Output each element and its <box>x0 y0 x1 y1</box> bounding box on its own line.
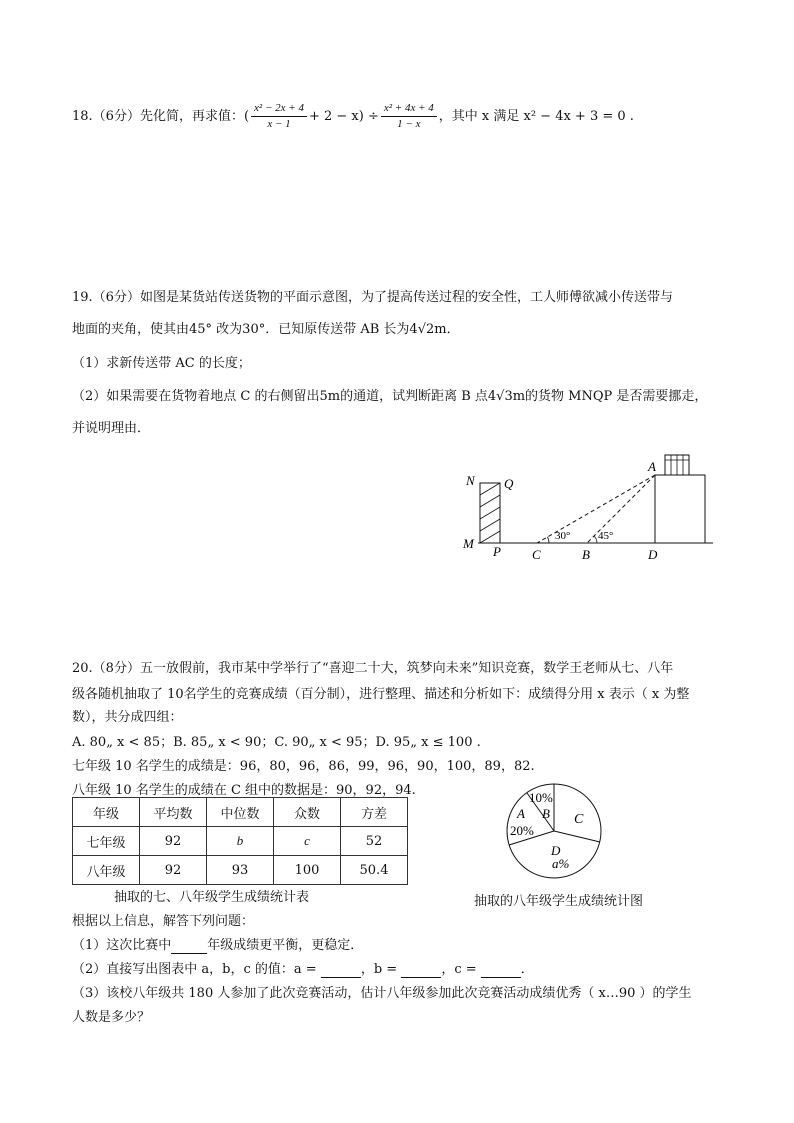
q20-part3b: 人数是多少？ <box>72 1010 151 1025</box>
label-p: P <box>493 544 501 559</box>
label-n: N <box>466 473 475 488</box>
top-cargo-hatching <box>665 455 689 475</box>
label-m: M <box>463 536 474 551</box>
table-row <box>73 856 408 885</box>
pie-label-b: B <box>542 806 550 821</box>
q18-middle: + 2 − x) ÷ <box>308 109 379 124</box>
pie-label-b-pct: 10% <box>529 790 553 805</box>
table-cell: 52 <box>341 827 408 856</box>
q20-grade8-scores: 八年级 10 名学生的成绩在 C 组中的数据是：90，92，94. <box>72 783 416 798</box>
table-cell: 93 <box>207 856 274 885</box>
label-b: B <box>582 547 590 562</box>
q18-line <box>72 101 634 132</box>
table-cell: 七年级 <box>73 827 140 856</box>
answer-blank-c[interactable] <box>481 962 521 978</box>
q20-part2-d: ． <box>520 962 534 977</box>
table-header: 年级 <box>73 798 140 827</box>
table-cell: 八年级 <box>73 856 140 885</box>
cargo-hatching <box>480 483 500 543</box>
angle-label-30: 30° <box>555 530 571 542</box>
answer-blank-b[interactable] <box>401 962 441 978</box>
table-cell: 100 <box>274 856 341 885</box>
q20-part3: （3）该校八年级共 180 人参加了此次竞赛活动，估计八年级参加此次竞赛活动成绩优秀（ x…90 ）的学生 <box>72 986 692 1001</box>
pie-label-a: A <box>517 806 525 821</box>
pie-chart <box>500 782 610 882</box>
q18-frac2-numerator: x² + 4x + 4 <box>381 101 437 117</box>
q19-part2b: 并说明理由． <box>72 421 151 436</box>
label-c: C <box>532 547 541 562</box>
answer-blank-a[interactable] <box>321 962 361 978</box>
table-header: 方差 <box>341 798 408 827</box>
q18-frac1-denominator: x − 1 <box>267 118 291 130</box>
table-header-row <box>73 798 408 827</box>
q20-part1 <box>72 934 363 954</box>
q18-fraction-2 <box>381 101 437 132</box>
q20-part2-c: ，c = <box>441 962 477 977</box>
stats-table <box>72 797 408 885</box>
platform <box>655 475 705 543</box>
label-d: D <box>648 547 658 562</box>
table-caption: 抽取的七、八年级学生成绩统计表 <box>114 890 310 905</box>
q20-part2 <box>72 958 534 978</box>
table-row <box>73 827 408 856</box>
q19-line1: 19.（6分）如图是某货站传送货物的平面示意图，为了提高传送过程的安全性，工人师傅欲减小传送带与 <box>72 290 673 305</box>
pie-label-a-pct: 20% <box>510 823 534 838</box>
table-cell: 92 <box>140 856 207 885</box>
q19-part1: （1）求新传送带 AC 的长度； <box>72 356 251 371</box>
label-a: A <box>648 459 656 474</box>
pie-label-d: D <box>551 843 561 858</box>
angle-arc-c <box>547 537 549 543</box>
q20-intro: 根据以上信息，解答下列问题： <box>72 914 255 929</box>
q18-fraction-1 <box>251 101 307 132</box>
q18-frac1-numerator: x² − 2x + 4 <box>251 101 307 117</box>
angle-arc-b <box>594 536 597 543</box>
label-q: Q <box>504 476 514 491</box>
q18-frac2-denominator: 1 − x <box>397 118 421 130</box>
q20-line3: 数），共分成四组： <box>72 710 183 725</box>
q19-figure <box>455 450 725 565</box>
q20-line2: 级各随机抽取了 10名学生的竞赛成绩（百分制），进行整理、描述和分析如下：成绩得分用 x 表示（ x 为整 <box>72 687 690 702</box>
q19-part2: （2）如果需要在货物着地点 C 的右侧留出5m的通道，试判断距离 B 点4√3m的货物 MNQP 是否需要挪走， <box>72 389 708 404</box>
table-cell: c <box>274 827 341 856</box>
q19-line2: 地面的夹角，使其由45° 改为30°．已知原传送带 AB 长为4√2m． <box>72 322 460 337</box>
table-cell: 92 <box>140 827 207 856</box>
q20-line1: 20.（8分）五一放假前，我市某中学举行了“喜迎二十大，筑梦向未来”知识竞赛，数学王老师从七、八年 <box>72 661 674 676</box>
q20-part2-b: ，b = <box>360 962 398 977</box>
q20-groups: A. 80„ x < 85；B. 85„ x < 90；C. 90„ x < 95；D. 95„ x ≤ 100 . <box>72 735 481 750</box>
answer-blank-1[interactable] <box>171 938 207 954</box>
q20-grade7-scores: 七年级 10 名学生的成绩是：96，80，96，86，99，96，90，100，89，82. <box>72 759 535 774</box>
pie-label-c: C <box>574 812 584 827</box>
q20-part1-b: 年级成绩更平衡，更稳定． <box>207 938 364 953</box>
q20-part1-a: （1）这次比赛中 <box>72 938 172 953</box>
pie-label-d-pct: a% <box>552 856 570 871</box>
q18-prefix: 18.（6分）先化简，再求值：( <box>72 109 250 124</box>
q20-part2-a: （2）直接写出图表中 a，b，c 的值：a = <box>72 962 317 977</box>
table-header: 中位数 <box>207 798 274 827</box>
table-header: 平均数 <box>140 798 207 827</box>
pie-caption: 抽取的八年级学生成绩统计图 <box>474 894 644 909</box>
pie-divider-cd <box>554 831 600 842</box>
table-cell: 50.4 <box>341 856 408 885</box>
table-cell: b <box>207 827 274 856</box>
q18-suffix: ，其中 x 满足 x² − 4x + 3 = 0 . <box>438 109 634 124</box>
table-header: 众数 <box>274 798 341 827</box>
angle-label-45: 45° <box>598 530 614 542</box>
